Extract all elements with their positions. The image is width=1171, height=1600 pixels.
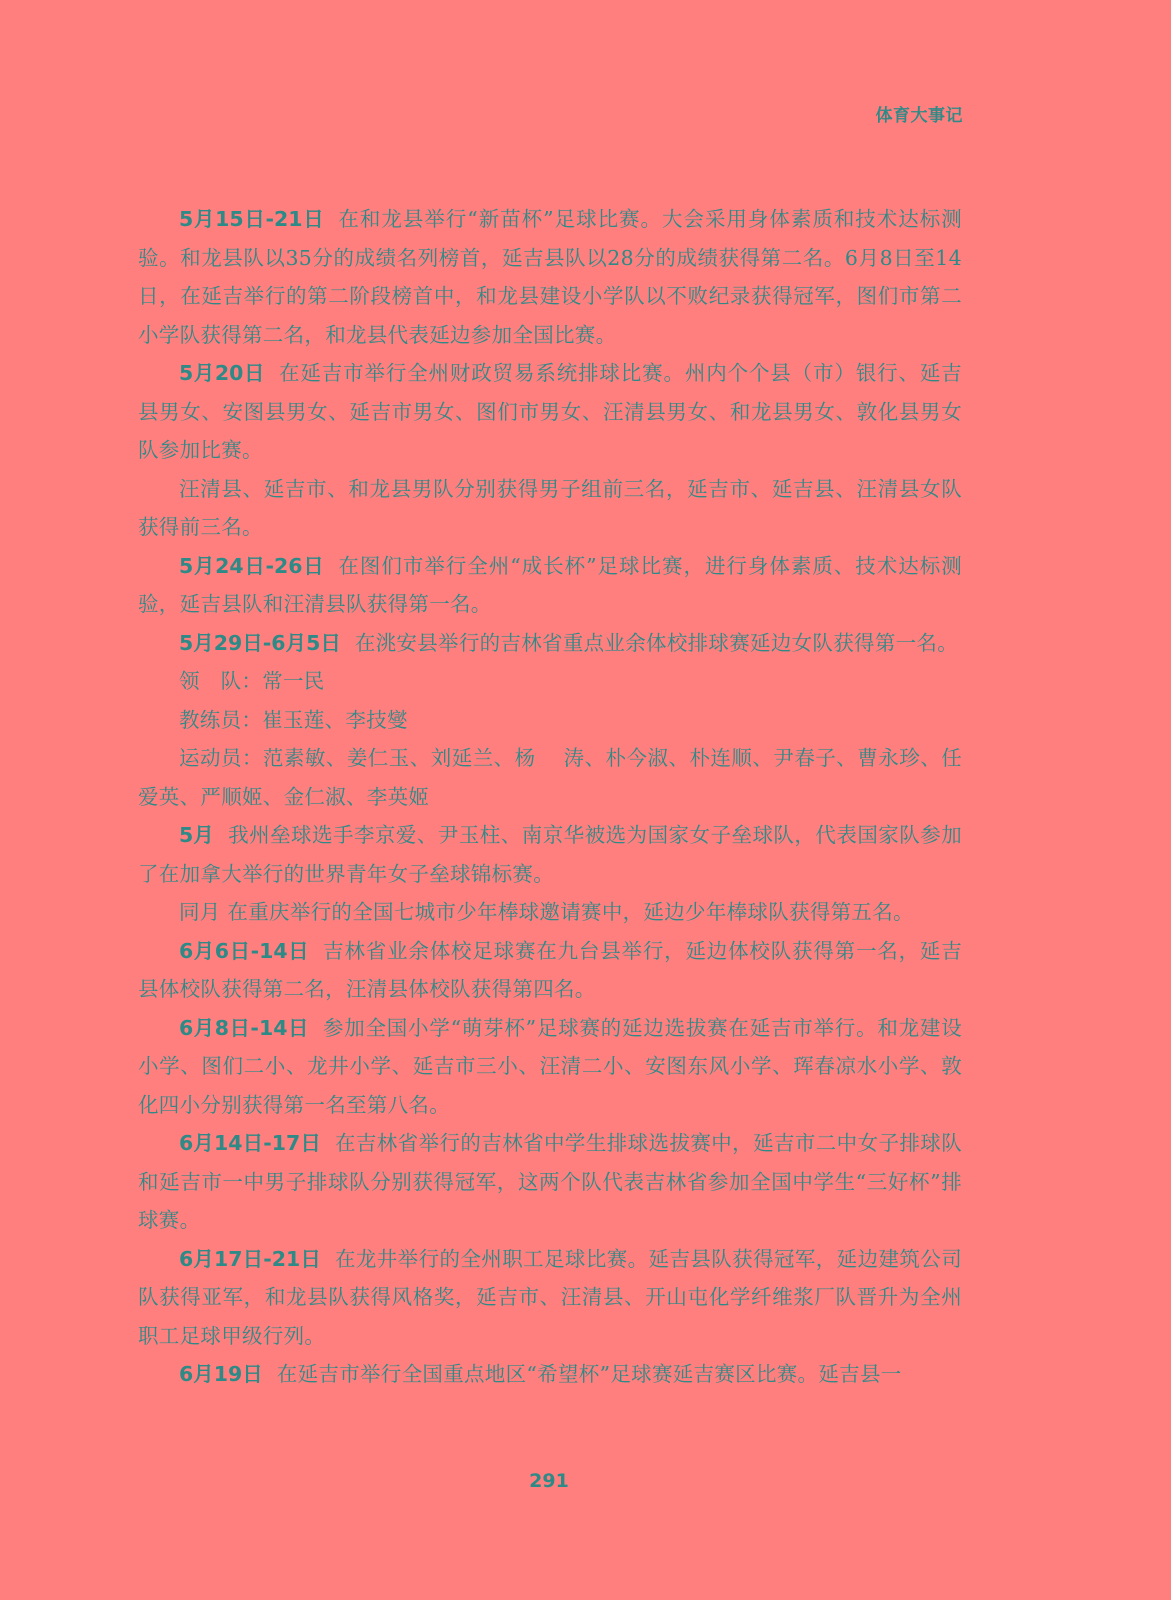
entry-date: 6月14日-17日 [179, 1131, 321, 1155]
entry-paragraph [138, 1240, 962, 1356]
entry-paragraph [138, 1355, 962, 1394]
entry-date: 6月19日 [179, 1362, 263, 1386]
entry-text: 在洮安县举行的吉林省重点业余体校排球赛延边女队获得第一名。 [354, 630, 959, 655]
entry-paragraph [138, 200, 962, 354]
entry-paragraph [138, 1009, 962, 1125]
coach-line [138, 701, 962, 740]
entry-text: 在和龙县举行“新苗杯”足球比赛。大会采用身体素质和技术达标测验。和龙县队以35分的成绩名列榜首，延吉县队以28分的成绩获得第二名。6月8日至14日，在延吉举行的第二阶段榜首中，和龙县建设小学队以不败纪录获得冠军，图们市第二小学队获得第二名，和龙县代表延边参加全国比赛。 [138, 207, 963, 347]
entry-paragraph [138, 470, 962, 547]
running-header: 体育大事记 [875, 106, 963, 126]
entry-text: 在吉林省举行的吉林省中学生排球选拔赛中，延吉市二中女子排球队和延吉市一中男子排球队分别获得冠军，这两个队代表吉林省参加全国中学生“三好杯”排球赛。 [138, 1131, 963, 1232]
entry-date: 5月29日-6月5日 [179, 630, 341, 655]
entry-date: 5月 [179, 823, 215, 847]
athletes-line [138, 739, 962, 816]
entry-paragraph [138, 932, 962, 1009]
entry-paragraph [138, 354, 962, 470]
entry-paragraph [138, 624, 962, 663]
entry-text: 我州垒球选手李京爱、尹玉柱、南京华被选为国家女子垒球队，代表国家队参加了在加拿大举行的世界青年女子垒球锦标赛。 [138, 823, 963, 886]
page-number: 291 [529, 1470, 569, 1492]
entry-text: 运动员：范素敏、姜仁玉、刘延兰、杨 涛、朴今淑、朴连顺、尹春子、曹永珍、任爱英、严顺姬、金仁淑、李英姬 [138, 746, 962, 809]
entry-paragraph [138, 816, 962, 893]
entry-text: 在图们市举行全州“成长杯”足球比赛，进行身体素质、技术达标测验，延吉县队和汪清县队获得第一名。 [138, 553, 963, 616]
entry-date: 5月24日-26日 [179, 553, 325, 578]
entry-paragraph [138, 547, 962, 624]
team-leader-line [138, 662, 962, 701]
entry-paragraph [138, 893, 962, 932]
entry-paragraph [138, 1124, 962, 1240]
entry-text: 在龙井举行的全州职工足球比赛。延吉县队获得冠军，延边建筑公司队获得亚军，和龙县队获得风格奖，延吉市、汪清县、开山屯化学纤维浆厂队晋升为全州职工足球甲级行列。 [138, 1246, 963, 1348]
entry-date: 6月17日-21日 [179, 1246, 321, 1271]
entry-text: 参加全国小学“萌芽杯”足球赛的延边选拔赛在延吉市举行。和龙建设小学、图们二小、龙井小学、延吉市三小、汪清二小、安图东风小学、珲春凉水小学、敦化四小分别获得第一名至第八名。 [138, 1015, 962, 1117]
entry-text: 吉林省业余体校足球赛在九台县举行，延边体校队获得第一名，延吉县体校队获得第二名，汪清县体校队获得第四名。 [138, 938, 962, 1001]
entry-date: 6月6日-14日 [179, 938, 310, 963]
entry-date: 6月8日-14日 [179, 1015, 309, 1040]
entry-text: 教练员：崔玉莲、李技燮 [179, 707, 408, 732]
entry-date: 5月15日-21日 [179, 207, 325, 231]
entry-text: 同月 在重庆举行的全国七城市少年棒球邀请赛中，延边少年棒球队获得第五名。 [179, 900, 914, 924]
entry-text: 在延吉市举行全州财政贸易系统排球比赛。州内个个县（市）银行、延吉县男女、安图县男女、延吉市男女、图们市男女、汪清县男女、和龙县男女、敦化县男女队参加比赛。 [138, 361, 962, 462]
article-body [138, 200, 962, 1394]
entry-date: 5月20日 [179, 361, 266, 385]
entry-text: 在延吉市举行全国重点地区“希望杯”足球赛延吉赛区比赛。延吉县一 [276, 1362, 902, 1386]
entry-text: 汪清县、延吉市、和龙县男队分别获得男子组前三名，延吉市、延吉县、汪清县女队获得前三名。 [138, 476, 962, 539]
entry-text: 领 队：常一民 [179, 669, 325, 693]
